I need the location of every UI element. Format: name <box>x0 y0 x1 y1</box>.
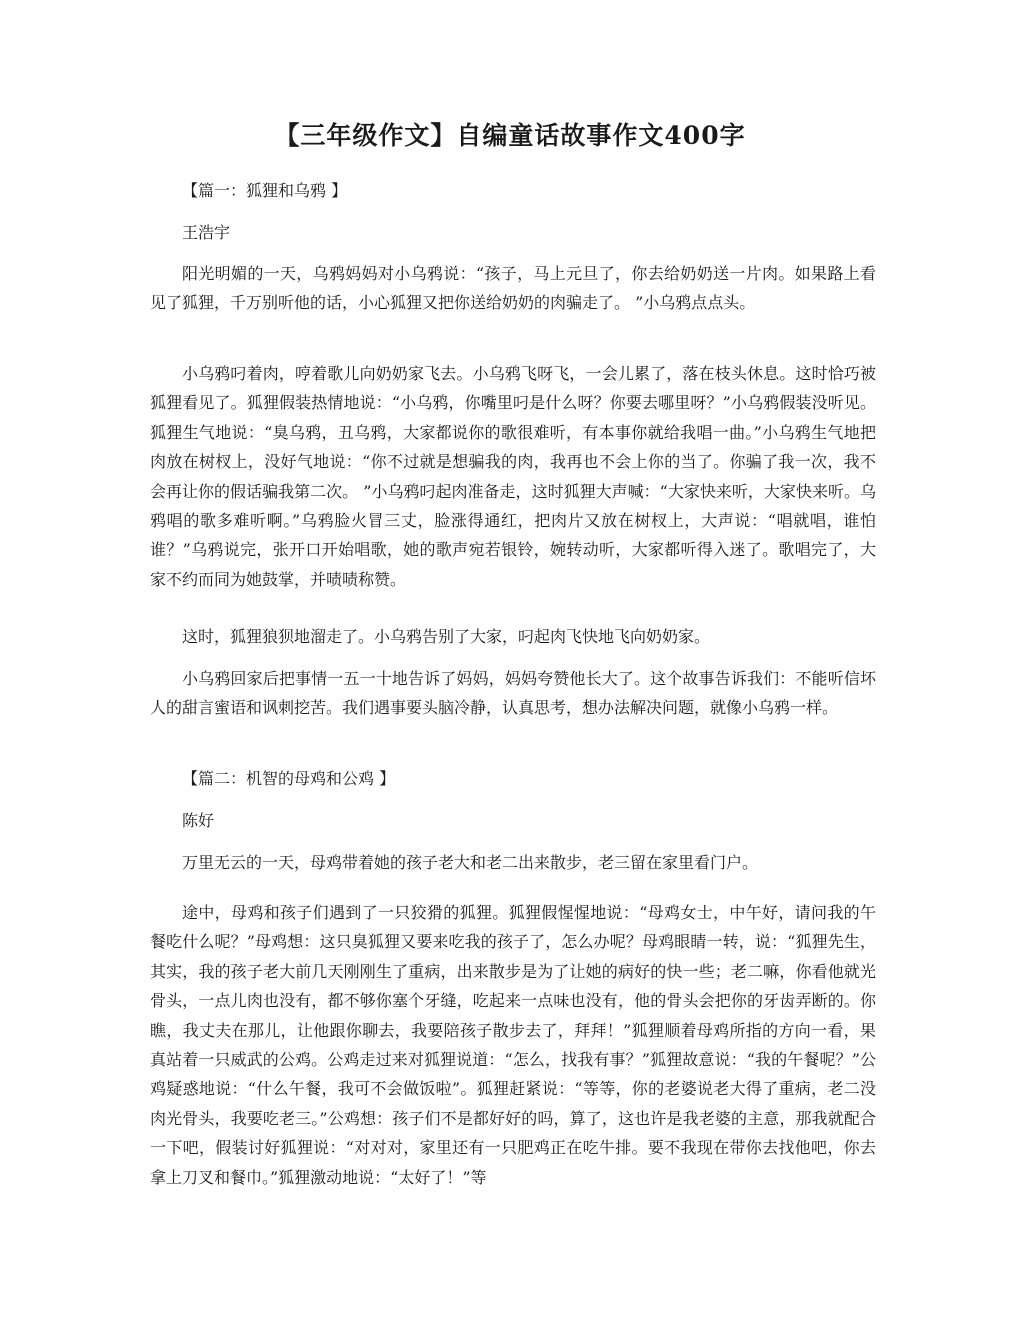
document-title: 【三年级作文】自编童话故事作文400字 <box>274 121 746 150</box>
story1-heading: 【篇一：狐狸和乌鸦 】 <box>182 181 348 200</box>
story2-heading: 【篇二：机智的母鸡和公鸡 】 <box>182 769 396 788</box>
story2-paragraph-1: 万里无云的一天，母鸡带着她的孩子老大和老二出来散步，老三留在家里看门户。 <box>182 853 759 872</box>
story1-author: 王浩宇 <box>182 223 231 242</box>
story1-paragraph-2: 小乌鸦叼着肉，哼着歌儿向奶奶家飞去。小乌鸦飞呀飞，一会儿累了，落在枝头休息。这时恰巧被狐狸看见了。狐狸假装热情地说：“小乌鸦，你嘴里叼是什么呀？你要去哪里呀？”小乌鸦假装没听见。狐狸生气地说：“臭乌鸦，丑乌鸦，大家都说你的歌很难听，有本事你就给我唱一曲。”小乌鸦生气地把肉放在树杈上，没好气地说：“你不过就是想骗我的肉，我再也不会上你的当了。你骗了我一次，我不会再让你的假话骗我第二次。 ”小乌鸦叼起肉准备走，这时狐狸大声喊：“大家快来听，大家快来听。乌鸦唱的歌多难听啊。”乌鸦脸火冒三丈，脸涨得通红，把肉片又放在树杈上，大声说：“唱就唱，谁怕谁？”乌鸦说完，张开口开始唱歌，她的歌声宛若银铃，婉转动听，大家都听得入迷了。歌唱完了，大家不约而同为她鼓掌，并啧啧称赞。 <box>150 364 876 589</box>
story2-author: 陈好 <box>182 811 215 830</box>
story1-paragraph-3: 这时，狐狸狼狈地溜走了。小乌鸦告别了大家，叼起肉飞快地飞向奶奶家。 <box>182 627 711 646</box>
story1-paragraph-1: 阳光明媚的一天，乌鸦妈妈对小乌鸦说：“孩子，马上元旦了，你去给奶奶送一片肉。如果路上看见了狐狸，千万别听他的话，小心狐狸又把你送给奶奶的肉骗走了。 ”小乌鸦点点头。 <box>150 264 876 313</box>
story2-paragraph-2: 途中，母鸡和孩子们遇到了一只狡猾的狐狸。狐狸假惺惺地说：“母鸡女士，中午好，请问我的午餐吃什么呢？”母鸡想：这只臭狐狸又要来吃我的孩子了，怎么办呢？母鸡眼睛一转，说：“狐狸先生，其实，我的孩子老大前几天刚刚生了重病，出来散步是为了让她的病好的快一些；老二嘛，你看他就光骨头，一点儿肉也没有，都不够你塞个牙缝，吃起来一点味也没有，他的骨头会把你的牙齿弄断的。你瞧，我丈夫在那儿，让他跟你聊去，我要陪孩子散步去了，拜拜！”狐狸顺着母鸡所指的方向一看，果真站着一只威武的公鸡。公鸡走过来对狐狸说道：“怎么，找我有事？”狐狸故意说：“我的午餐呢？”公鸡疑惑地说：“什么午餐，我可不会做饭啦”。狐狸赶紧说：“等等，你的老婆说老大得了重病，老二没肉光骨头，我要吃老三。”公鸡想：孩子们不是都好好的吗，算了，这也许是我老婆的主意，那我就配合一下吧，假装讨好狐狸说：“对对对，家里还有一只肥鸡正在吃牛排。要不我现在带你去找他吧，你去拿上刀叉和餐巾。”狐狸激动地说：“太好了！”等 <box>150 903 876 1187</box>
story1-paragraph-4: 小乌鸦回家后把事情一五一十地告诉了妈妈，妈妈夸赞他长大了。这个故事告诉我们：不能听信坏人的甜言蜜语和讽刺挖苦。我们遇事要头脑冷静，认真思考，想办法解决问题，就像小乌鸦一样。 <box>150 669 876 718</box>
